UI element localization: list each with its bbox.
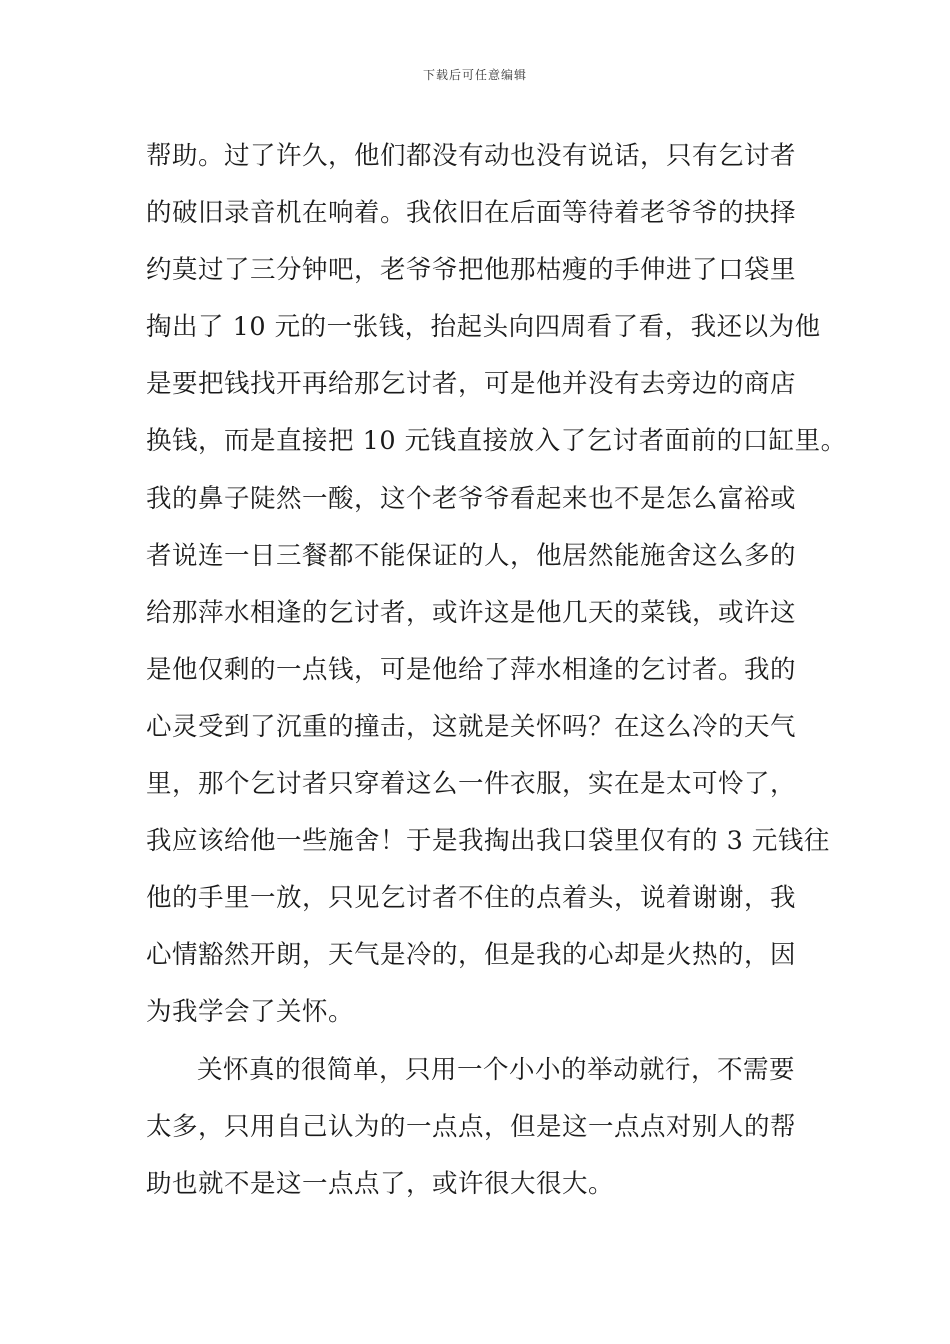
text-line: 他的手里一放，只见乞讨者不住的点着头，说着谢谢，我 <box>146 883 797 914</box>
text-line: 掏出了 10 元的一张钱，抬起头向四周看了看，我还以为他 <box>146 312 821 343</box>
text-line: 心情豁然开朗，天气是冷的，但是我的心却是火热的，因 <box>146 940 797 971</box>
text-line: 的破旧录音机在响着。我依旧在后面等待着老爷爷的抉择 <box>146 198 797 229</box>
text-line: 助也就不是这一点点了，或许很大很大。 <box>146 1168 615 1199</box>
text-line: 为我学会了关怀。 <box>146 997 355 1028</box>
text-line: 帮助。过了许久，他们都没有动也没有说话，只有乞讨者 <box>146 141 797 171</box>
text-line: 我应该给他一些施舍！于是我掏出我口袋里仅有的 3 元钱往 <box>146 826 830 857</box>
text-line: 给那萍水相逢的乞讨者，或许这是他几天的菜钱，或许这 <box>146 597 797 628</box>
text-line: 是他仅剩的一点钱，可是他给了萍水相逢的乞讨者。我的 <box>146 654 797 685</box>
text-line: 太多，只用自己认为的一点点，但是这一点点对别人的帮 <box>146 1111 797 1142</box>
page-header: 下载后可任意编辑 <box>422 68 527 82</box>
text-line: 者说连一日三餐都不能保证的人，他居然能施舍这么多的 <box>146 540 797 571</box>
text-line: 换钱，而是直接把 10 元钱直接放入了乞讨者面前的口缸里。 <box>146 426 847 457</box>
text-line: 我的鼻子陡然一酸，这个老爷爷看起来也不是怎么富裕或 <box>146 483 797 514</box>
text-line: 心灵受到了沉重的撞击，这就是关怀吗？在这么冷的天气 <box>146 711 797 742</box>
text-line: 是要把钱找开再给那乞讨者，可是他并没有去旁边的商店 <box>146 369 797 400</box>
text-line: 里，那个乞讨者只穿着这么一件衣服，实在是太可怜了， <box>146 769 797 800</box>
text-line: 约莫过了三分钟吧，老爷爷把他那枯瘦的手伸进了口袋里 <box>146 255 797 286</box>
document-body <box>146 128 847 1213</box>
paragraph-first-line: 关怀真的很简单，只用一个小小的举动就行，不需要 <box>197 1054 796 1085</box>
